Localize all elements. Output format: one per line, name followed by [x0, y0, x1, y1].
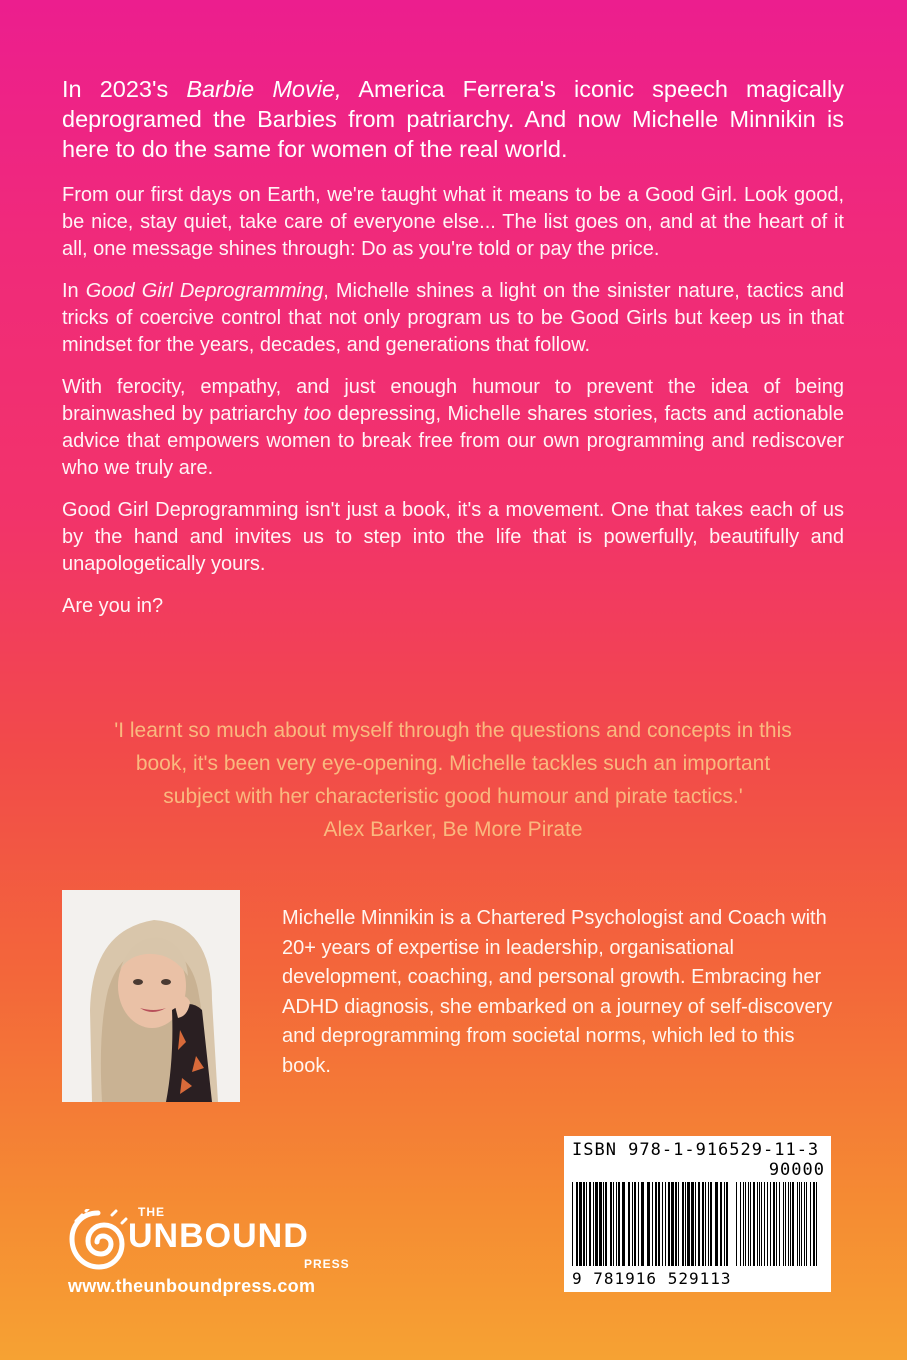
barcode-bar — [685, 1182, 686, 1266]
p2-text-1: In — [62, 280, 86, 302]
barcode-bar — [613, 1182, 614, 1266]
barcode-bar — [638, 1182, 639, 1266]
barcode-bar — [750, 1182, 751, 1266]
barcode-bar — [655, 1182, 657, 1266]
barcode-bar — [806, 1182, 807, 1266]
barcode-bar — [770, 1182, 771, 1266]
spiral-icon — [68, 1209, 128, 1271]
barcode-bar — [776, 1182, 777, 1266]
barcode-bar — [757, 1182, 758, 1266]
p3-text-1: With ferocity, empathy, and just enough humour to prevent the idea of being brainwashed by patriarchy — [62, 376, 844, 425]
barcode-bar — [801, 1182, 802, 1266]
barcode-bar — [753, 1182, 755, 1266]
barcode-bar — [634, 1182, 636, 1266]
quote-line-2: book, it's been very eye-opening. Michelle tackles such an important — [135, 752, 771, 775]
barcode-bar — [761, 1182, 762, 1266]
barcode-bar — [586, 1182, 587, 1266]
barcode-bar — [572, 1182, 573, 1266]
ean-barcode-bars — [572, 1182, 730, 1266]
barcode-bar — [603, 1182, 604, 1266]
barcode-bar — [593, 1182, 594, 1266]
barcode-bar — [767, 1182, 768, 1266]
barcode-bar — [726, 1182, 728, 1266]
barcode-bar — [662, 1182, 663, 1266]
lead-text-2: America Ferrera's iconic speech magically deprogramed the Barbies from patriarchy. And now Michelle Minnikin is here to do the same for women of the real world. — [62, 76, 845, 162]
isbn-barcode — [564, 1136, 831, 1292]
barcode-bar — [705, 1182, 706, 1266]
barcode-bar — [816, 1182, 817, 1266]
publisher-logo — [68, 1205, 358, 1275]
publisher-website[interactable]: www.theunboundpress.com — [68, 1276, 316, 1296]
price-code: 90000 — [768, 1160, 825, 1180]
barcode-bar — [671, 1182, 674, 1266]
p3-emphasis: too — [303, 403, 332, 425]
barcode-bar — [687, 1182, 690, 1266]
barcode-bar — [736, 1182, 737, 1266]
barcode-bar — [724, 1182, 725, 1266]
p2-text-2: , Michelle shines a light on the sinister nature, tactics and tricks of coercive control that not only program us to be Good Girls but keep us in that mindset for the years, decades, and generations that follow. — [62, 280, 844, 356]
isbn-text: ISBN 978-1-916529-11-3 — [572, 1140, 820, 1160]
blurb — [62, 74, 844, 635]
barcode-bar — [595, 1182, 598, 1266]
quote-line-1: 'I learnt so much about myself through the questions and concepts in this — [114, 719, 792, 742]
p3-text-2: depressing, Michelle shares stories, facts and actionable advice that empowers women to break free from our own programming and rediscover who we truly are. — [62, 403, 844, 479]
barcode-bar — [792, 1182, 794, 1266]
logo-press: PRESS — [304, 1257, 350, 1271]
paragraph-1: From our first days on Earth, we're taught what it means to be a Good Girl. Look good, be nice, stay quiet, take care of everyone else... The list goes on, and at the heart of it all, one message shines through: Do as you're told or pay the price. — [62, 184, 844, 260]
barcode-bar — [579, 1182, 582, 1266]
barcode-bar — [652, 1182, 653, 1266]
barcode-bar — [790, 1182, 791, 1266]
paragraph-3 — [62, 374, 844, 482]
barcode-bar — [691, 1182, 694, 1266]
barcode-bar — [783, 1182, 784, 1266]
barcode-bar — [665, 1182, 666, 1266]
addon-barcode-bars — [736, 1182, 820, 1266]
barcode-bar — [641, 1182, 644, 1266]
barcode-bar — [710, 1182, 712, 1266]
barcode-bar — [599, 1182, 602, 1266]
barcode-bar — [702, 1182, 704, 1266]
barcode-bar — [618, 1182, 620, 1266]
barcode-bar — [658, 1182, 660, 1266]
barcode-bar — [632, 1182, 633, 1266]
barcode-bar — [668, 1182, 670, 1266]
barcode-bar — [715, 1182, 718, 1266]
barcode-bar — [610, 1182, 612, 1266]
barcode-bar — [810, 1182, 811, 1266]
barcode-bar — [764, 1182, 765, 1266]
logo-name: UNBOUND — [128, 1217, 309, 1255]
paragraph-5: Are you in? — [62, 595, 164, 617]
barcode-bar — [779, 1182, 780, 1266]
lead-text-1: In 2023's — [62, 76, 187, 102]
barcode-bar — [628, 1182, 630, 1266]
endorsement-quote — [62, 714, 844, 846]
barcode-bar — [583, 1182, 585, 1266]
lead-paragraph — [62, 74, 844, 164]
barcode-bar — [616, 1182, 617, 1266]
barcode-bar — [682, 1182, 684, 1266]
barcode-bar — [695, 1182, 696, 1266]
barcode-bar — [813, 1182, 815, 1266]
book-title-italic: Good Girl Deprogramming — [85, 280, 324, 302]
barcode-bar — [799, 1182, 800, 1266]
barcode-bar — [589, 1182, 591, 1266]
author-bio: Michelle Minnikin is a Chartered Psychologist and Coach with 20+ years of expertise in leadership, organisational development, coaching, and personal growth. Embracing her ADHD diagnosis, she embarked on a journey of self-discovery and deprogramming from societal norms, which led to this book. — [282, 907, 833, 1077]
paragraph-4: Good Girl Deprogramming isn't just a book, it's a movement. One that takes each of us by the hand and invites us to step into the life that is powerfully, beautifully and unapologetically yours. — [62, 499, 844, 575]
logo-the: THE — [138, 1205, 165, 1219]
barcode-bar — [797, 1182, 798, 1266]
barcode-bar — [698, 1182, 700, 1266]
quote-line-3: subject with her characteristic good humour and pirate tactics.' — [163, 785, 743, 808]
barcode-bar — [647, 1182, 650, 1266]
quote-attribution: Alex Barker, Be More Pirate — [323, 818, 583, 841]
ean-number: 9 781916 529113 — [572, 1269, 732, 1288]
barcode-bar — [622, 1182, 625, 1266]
barcode-bar — [785, 1182, 786, 1266]
barcode-bar — [773, 1182, 775, 1266]
barcode-bar — [708, 1182, 709, 1266]
barcode-bar — [576, 1182, 578, 1266]
barcode-bar — [788, 1182, 789, 1266]
barcode-bar — [720, 1182, 722, 1266]
barcode-bar — [743, 1182, 744, 1266]
paragraph-2 — [62, 278, 844, 359]
barcode-bar — [759, 1182, 760, 1266]
barcode-bar — [748, 1182, 749, 1266]
barcode-bar — [804, 1182, 805, 1266]
barcode-bar — [678, 1182, 679, 1266]
barcode-bar — [745, 1182, 746, 1266]
author-portrait-image — [62, 890, 240, 1102]
author-photo — [62, 890, 240, 1102]
barcode-bar — [675, 1182, 677, 1266]
barcode-bar — [605, 1182, 607, 1266]
barbie-movie-title: Barbie Movie, — [186, 76, 342, 102]
barcode-bar — [740, 1182, 741, 1266]
